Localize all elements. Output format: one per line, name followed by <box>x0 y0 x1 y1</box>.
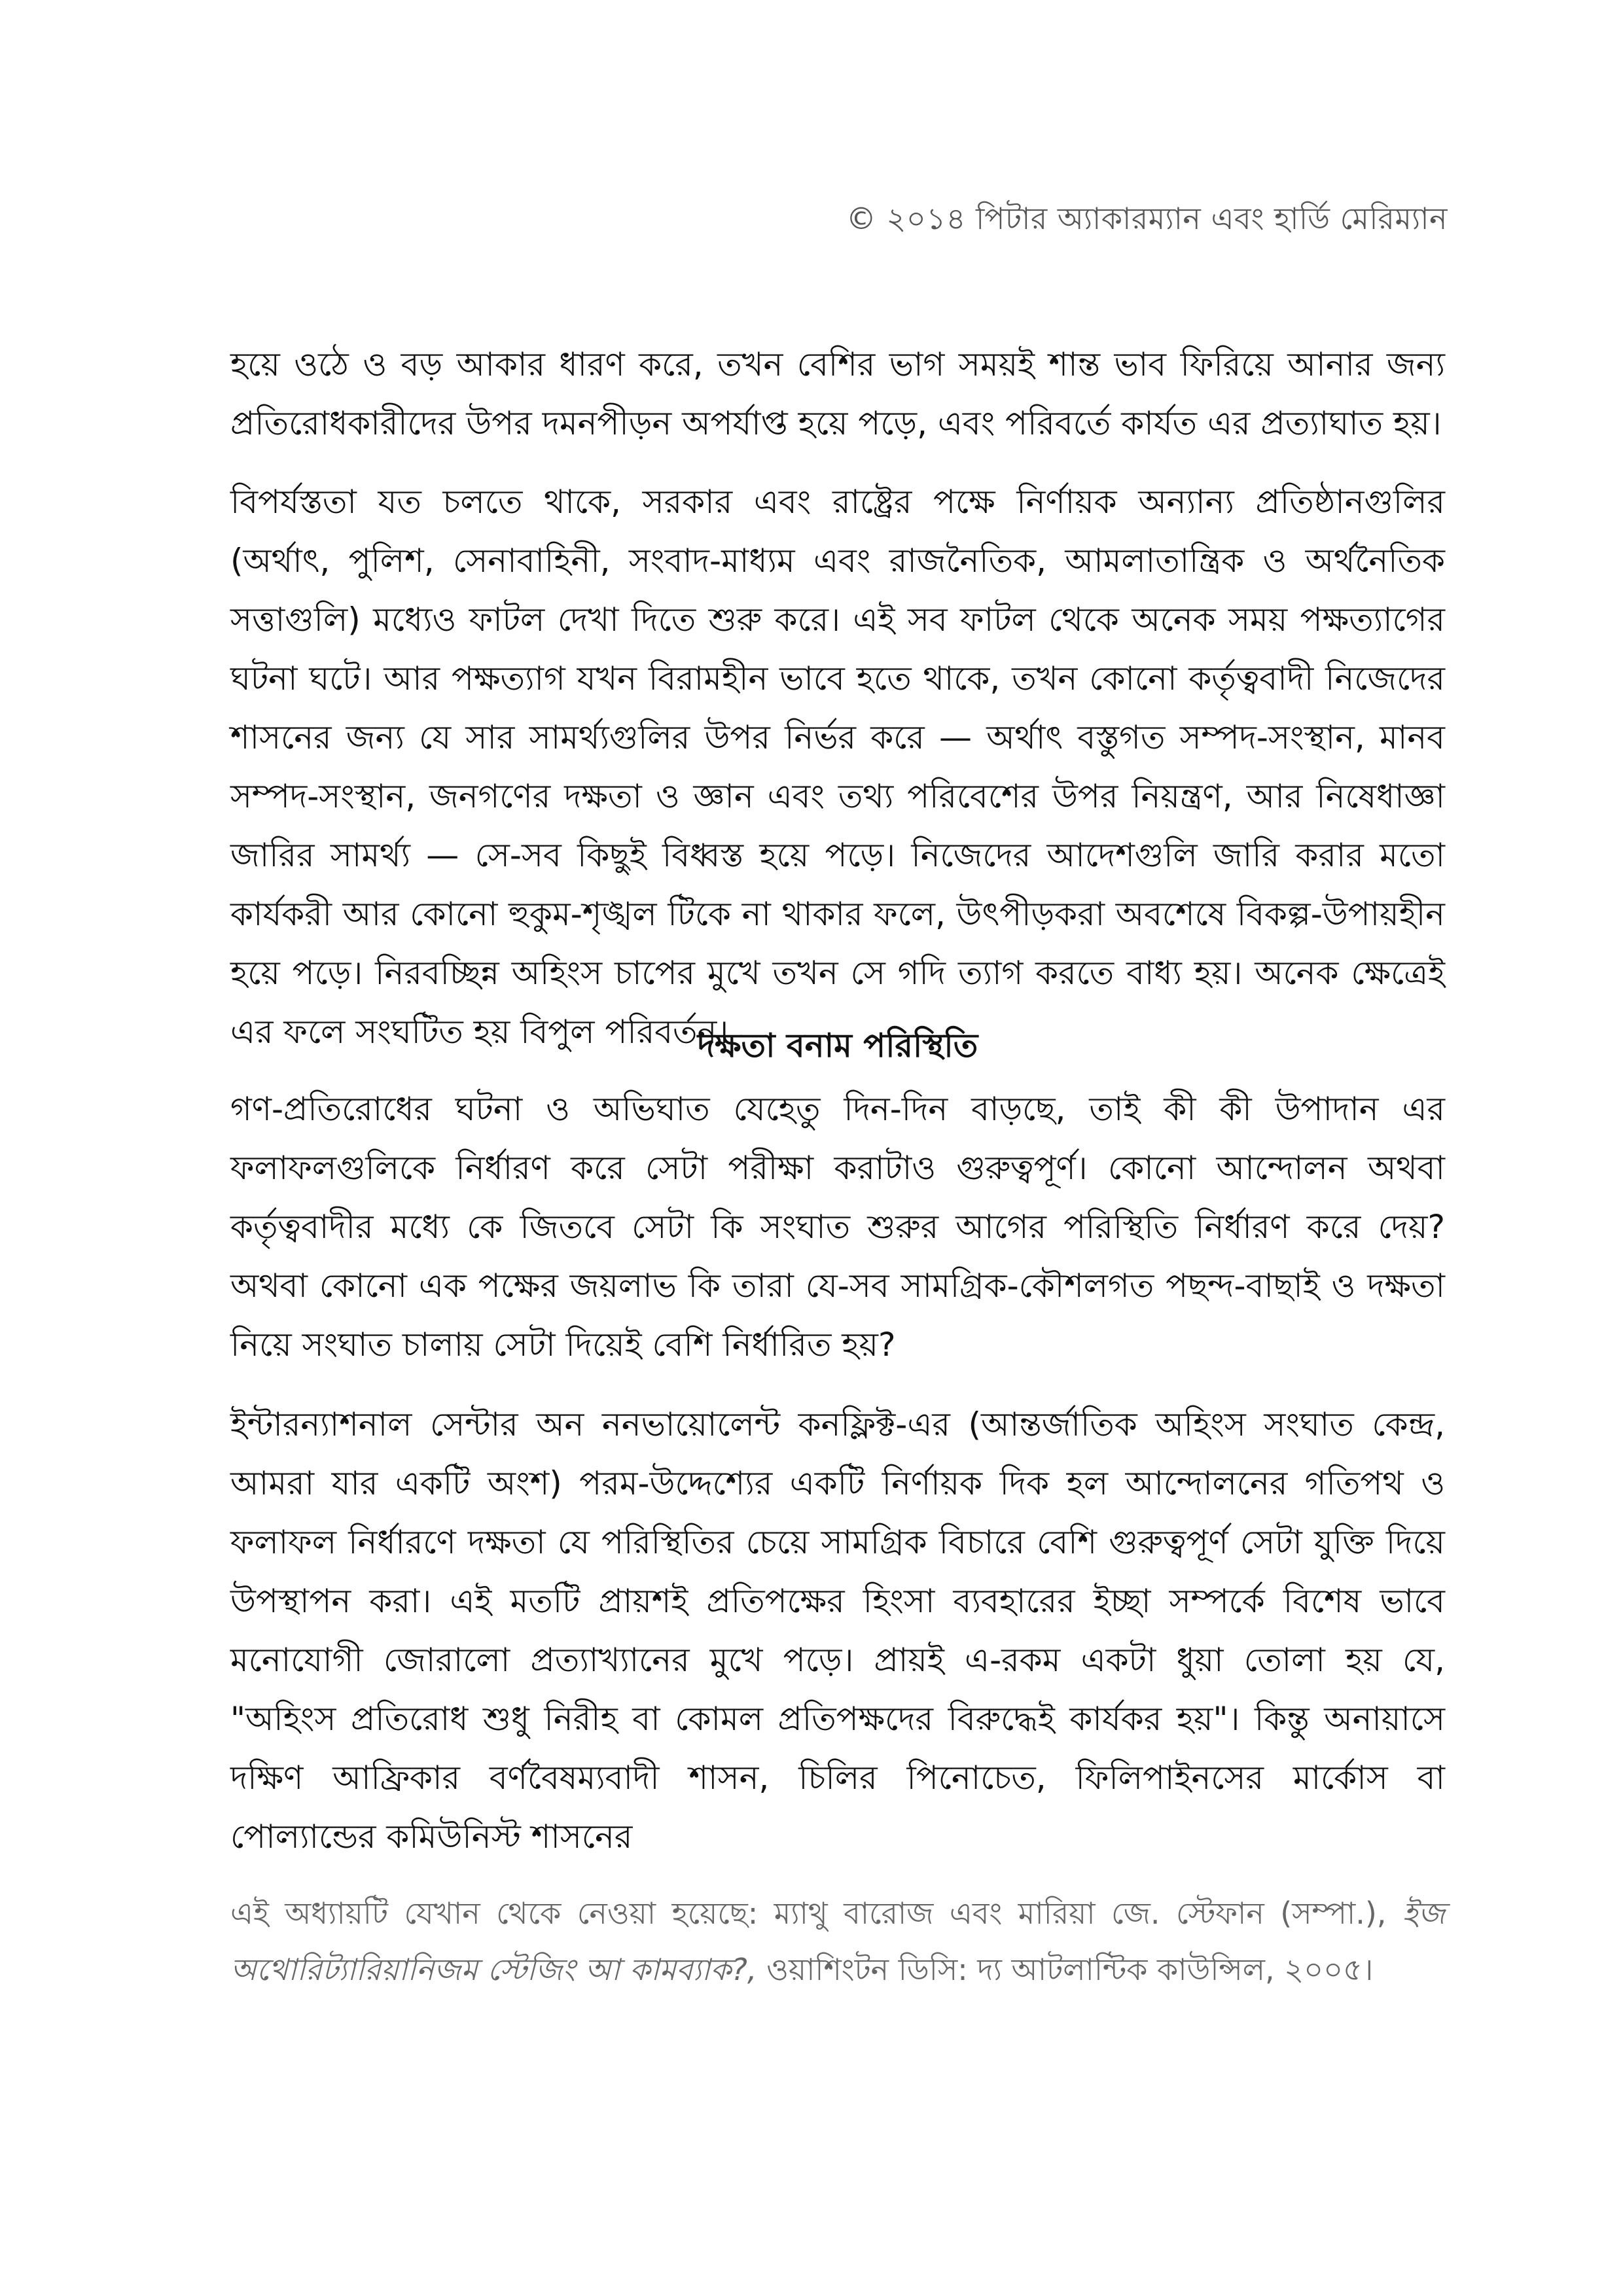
body-paragraph: গণ-প্রতিরোধের ঘটনা ও অভিঘাত যেহেতু দিন-দিন বাড়ছে, তাই কী কী উপাদান এর ফলাফলগুলিকে নির্ধারণ করে সেটা পরীক্ষা করাটাও গুরুত্বপূর্ণ। কোনো আন্দোলন অথবা কর্তৃত্ববাদীর মধ্যে কে জিতবে সেটা কি সংঘাত শুরুর আগের পরিস্থিতি নির্ধারণ করে দেয়? অথবা কোনো এক পক্ষের জয়লাভ কি তারা যে-সব সামগ্রিক-কৌশলগত পছন্দ-বাছাই ও দক্ষতা নিয়ে সংঘাত চালায় সেটা দিয়েই বেশি নির্ধারিত হয়? <box>230 1090 1445 1364</box>
body-paragraph: বিপর্যস্ততা যত চলতে থাকে, সরকার এবং রাষ্ট্রের পক্ষে নির্ণায়ক অন্যান্য প্রতিষ্ঠানগুলির (অর্থাৎ, পুলিশ, সেনাবাহিনী, সংবাদ-মাধ্যম এবং রাজনৈতিক, আমলাতান্ত্রিক ও অর্থনৈতিক সত্তাগুলি) মধ্যেও ফাটল দেখা দিতে শুরু করে। এই সব ফাটল থেকে অনেক সময় পক্ষত্যাগের ঘটনা ঘটে। আর পক্ষত্যাগ যখন বিরামহীন ভাবে হতে থাকে, তখন কোনো কর্তৃত্ববাদী নিজেদের শাসনের জন্য যে সার সামর্থ্যগুলির উপর নির্ভর করে — অর্থাৎ বস্তুগত সম্পদ-সংস্থান, মানব সম্পদ-সংস্থান, জনগণের দক্ষতা ও জ্ঞান এবং তথ্য পরিবেশের উপর নিয়ন্ত্রণ, আর নিষেধাজ্ঞা জারির সামর্থ্য — সে-সব কিছুই বিধ্বস্ত হয়ে পড়ে। নিজেদের আদেশগুলি জারি করার মতো কার্যকরী আর কোনো হুকুম-শৃঙ্খল টিকে না থাকার ফলে, উৎপীড়করা অবশেষে বিকল্প-উপায়হীন হয়ে পড়ে। নিরবচ্ছিন্ন অহিংস চাপের মুখে তখন সে গদি ত্যাগ করতে বাধ্য হয়। অনেক ক্ষেত্রেই এর ফলে সংঘটিত হয় বিপুল পরিবর্তন। <box>230 483 1445 1051</box>
source-note-book-title: ইজ অথোরিট্যারিয়ানিজম স্টেজিং আ কামব্যাক?, <box>230 1896 1445 1987</box>
section-heading: দক্ষতা বনাম পরিস্থিতি <box>697 1027 978 1065</box>
source-note-publisher: ওয়াশিংটন ডিসি: দ্য আটলান্টিক কাউন্সিল, ২০০৫। <box>766 1952 1374 1987</box>
copyright-notice: © ২০১৪ পিটার অ্যাকারম্যান এবং হার্ডি মেরিম্যান <box>846 201 1448 236</box>
body-paragraph: হয়ে ওঠে ও বড় আকার ধারণ করে, তখন বেশির ভাগ সময়ই শান্ত ভাব ফিরিয়ে আনার জন্য প্রতিরোধকারীদের উপর দমনপীড়ন অপর্যাপ্ত হয়ে পড়ে, এবং পরিবর্তে কার্যত এর প্রত্যাঘাত হয়। <box>230 345 1445 442</box>
source-note <box>230 1885 1445 1998</box>
body-paragraph: ইন্টারন্যাশনাল সেন্টার অন ননভায়োলেন্ট কনফ্লিক্ট-এর (আন্তর্জাতিক অহিংস সংঘাত কেন্দ্র, আমরা যার একটি অংশ) পরম-উদ্দেশ্যের একটি নির্ণায়ক দিক হল আন্দোলনের গতিপথ ও ফলাফল নির্ধারণে দক্ষতা যে পরিস্থিতির চেয়ে সামগ্রিক বিচারে বেশি গুরুত্বপূর্ণ সেটা যুক্তি দিয়ে উপস্থাপন করা। এই মতটি প্রায়শই প্রতিপক্ষের হিংসা ব্যবহারের ইচ্ছা সম্পর্কে বিশেষ ভাবে মনোযোগী জোরালো প্রত্যাখ্যানের মুখে পড়ে। প্রায়ই এ-রকম একটা ধুয়া তোলা হয় যে, "অহিংস প্রতিরোধ শুধু নিরীহ বা কোমল প্রতিপক্ষদের বিরুদ্ধেই কার্যকর হয়"। কিন্তু অনায়াসে দক্ষিণ আফ্রিকার বর্ণবৈষম্যবাদী শাসন, চিলির পিনোচেত, ফিলিপাইনসের মার্কোস বা পোল্যান্ডের কমিউনিস্ট শাসনের <box>230 1405 1445 1856</box>
source-note-lead: এই অধ্যায়টি যেখান থেকে নেওয়া হয়েছে: ম্যাথু বারোজ এবং মারিয়া জে. স্টেফান (সম্পা.), <box>230 1896 1387 1931</box>
